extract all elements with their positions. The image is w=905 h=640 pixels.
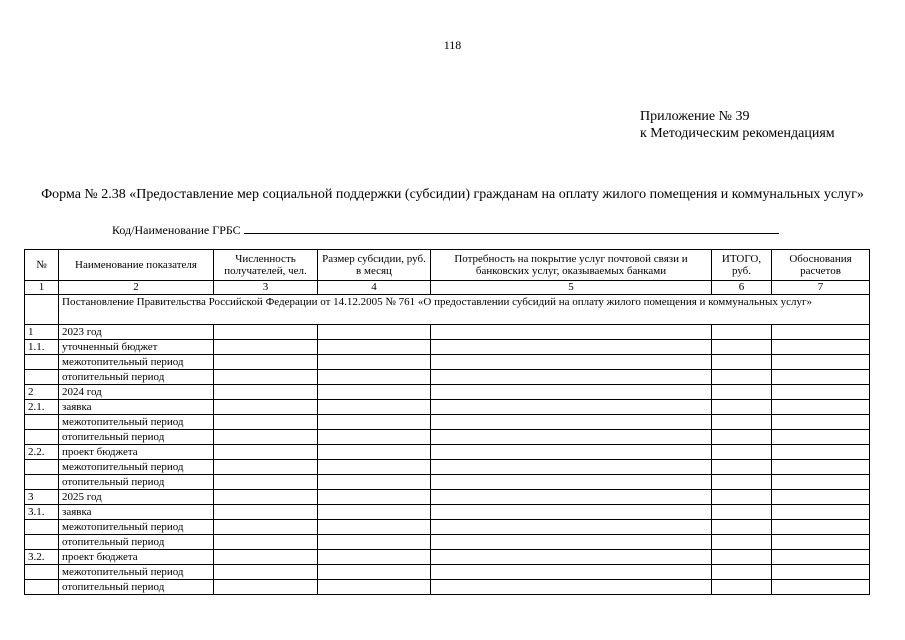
table-row [25, 325, 870, 340]
table-row [25, 475, 870, 490]
total-cell[interactable] [712, 565, 772, 580]
services-need-cell[interactable] [431, 535, 712, 550]
appendix-line-1: Приложение № 39 [640, 109, 750, 124]
column-number: 7 [772, 281, 870, 295]
recipients-cell[interactable] [214, 535, 318, 550]
total-cell[interactable] [712, 535, 772, 550]
subsidy-size-cell[interactable] [318, 445, 431, 460]
row-indicator: 2024 год [59, 385, 214, 400]
basis-cell[interactable] [772, 400, 870, 415]
subsidy-size-cell[interactable] [318, 355, 431, 370]
recipients-cell[interactable] [214, 550, 318, 565]
column-number: 3 [214, 281, 318, 295]
basis-cell[interactable] [772, 340, 870, 355]
recipients-cell[interactable] [214, 565, 318, 580]
total-cell[interactable] [712, 445, 772, 460]
grbs-blank-line[interactable] [244, 223, 779, 234]
header-indicator: Наименование показателя [59, 250, 214, 281]
basis-cell[interactable] [772, 490, 870, 505]
recipients-cell[interactable] [214, 415, 318, 430]
table-row [25, 580, 870, 595]
row-number [25, 565, 59, 580]
table-row [25, 355, 870, 370]
recipients-cell[interactable] [214, 385, 318, 400]
services-need-cell[interactable] [431, 430, 712, 445]
row-number [25, 415, 59, 430]
table-row [25, 340, 870, 355]
row-indicator: отопительный период [59, 430, 214, 445]
basis-cell[interactable] [772, 430, 870, 445]
row-indicator: отопительный период [59, 535, 214, 550]
row-number: 1.1. [25, 340, 59, 355]
total-cell[interactable] [712, 475, 772, 490]
table-row [25, 385, 870, 400]
total-cell[interactable] [712, 520, 772, 535]
row-indicator: межотопительный период [59, 460, 214, 475]
column-number: 5 [431, 281, 712, 295]
services-need-cell[interactable] [431, 490, 712, 505]
row-number [25, 370, 59, 385]
recipients-cell[interactable] [214, 580, 318, 595]
services-need-cell[interactable] [431, 370, 712, 385]
subsidy-size-cell[interactable] [318, 550, 431, 565]
total-cell[interactable] [712, 325, 772, 340]
total-cell[interactable] [712, 550, 772, 565]
subsidy-size-cell[interactable] [318, 400, 431, 415]
recipients-cell[interactable] [214, 460, 318, 475]
row-indicator: отопительный период [59, 475, 214, 490]
row-indicator: отопительный период [59, 370, 214, 385]
basis-cell[interactable] [772, 580, 870, 595]
basis-cell[interactable] [772, 445, 870, 460]
subsidy-size-cell[interactable] [318, 385, 431, 400]
basis-cell[interactable] [772, 505, 870, 520]
header-subsidy-size: Размер субсидии, руб. в месяц [318, 250, 431, 281]
table-row [25, 415, 870, 430]
row-indicator: 2025 год [59, 490, 214, 505]
row-number: 2 [25, 385, 59, 400]
basis-cell[interactable] [772, 370, 870, 385]
header-basis: Обоснования расчетов [772, 250, 870, 281]
services-need-cell[interactable] [431, 505, 712, 520]
services-need-cell[interactable] [431, 325, 712, 340]
row-number: 2.1. [25, 400, 59, 415]
total-cell[interactable] [712, 460, 772, 475]
table-row [25, 430, 870, 445]
basis-cell[interactable] [772, 460, 870, 475]
recipients-cell[interactable] [214, 325, 318, 340]
recipients-cell[interactable] [214, 505, 318, 520]
subsidy-size-cell[interactable] [318, 430, 431, 445]
total-cell[interactable] [712, 340, 772, 355]
column-number: 4 [318, 281, 431, 295]
total-cell[interactable] [712, 490, 772, 505]
recipients-cell[interactable] [214, 490, 318, 505]
row-indicator: межотопительный период [59, 565, 214, 580]
recipients-cell[interactable] [214, 445, 318, 460]
header-num: № [25, 250, 59, 281]
row-number [25, 355, 59, 370]
recipients-cell[interactable] [214, 370, 318, 385]
services-need-cell[interactable] [431, 400, 712, 415]
row-number [25, 535, 59, 550]
column-number-row [25, 281, 870, 295]
decree-row [25, 295, 870, 325]
basis-cell[interactable] [772, 475, 870, 490]
basis-cell[interactable] [772, 385, 870, 400]
appendix-line-2: к Методическим рекомендациям [640, 126, 835, 141]
services-need-cell[interactable] [431, 580, 712, 595]
row-number [25, 520, 59, 535]
row-indicator: межотопительный период [59, 355, 214, 370]
row-number [25, 460, 59, 475]
recipients-cell[interactable] [214, 355, 318, 370]
basis-cell[interactable] [772, 355, 870, 370]
column-number: 1 [25, 281, 59, 295]
total-cell[interactable] [712, 415, 772, 430]
basis-cell[interactable] [772, 325, 870, 340]
recipients-cell[interactable] [214, 400, 318, 415]
total-cell[interactable] [712, 505, 772, 520]
services-need-cell[interactable] [431, 475, 712, 490]
total-cell[interactable] [712, 430, 772, 445]
recipients-cell[interactable] [214, 520, 318, 535]
subsidy-size-cell[interactable] [318, 325, 431, 340]
services-need-cell[interactable] [431, 385, 712, 400]
row-indicator: проект бюджета [59, 550, 214, 565]
row-indicator: отопительный период [59, 580, 214, 595]
basis-cell[interactable] [772, 565, 870, 580]
subsidy-size-cell[interactable] [318, 370, 431, 385]
appendix-reference [640, 108, 835, 142]
row-number [25, 580, 59, 595]
table-row [25, 370, 870, 385]
basis-cell[interactable] [772, 520, 870, 535]
row-indicator: заявка [59, 400, 214, 415]
row-indicator: межотопительный период [59, 520, 214, 535]
subsidy-size-cell[interactable] [318, 340, 431, 355]
table-row [25, 445, 870, 460]
basis-cell[interactable] [772, 415, 870, 430]
recipients-cell[interactable] [214, 430, 318, 445]
basis-cell[interactable] [772, 550, 870, 565]
services-need-cell[interactable] [431, 520, 712, 535]
subsidy-size-cell[interactable] [318, 415, 431, 430]
form-table [24, 249, 870, 595]
row-number: 3 [25, 490, 59, 505]
services-need-cell[interactable] [431, 355, 712, 370]
services-need-cell[interactable] [431, 565, 712, 580]
table-row [25, 400, 870, 415]
row-indicator: межотопительный период [59, 415, 214, 430]
row-indicator: уточненный бюджет [59, 340, 214, 355]
total-cell[interactable] [712, 355, 772, 370]
table-row [25, 520, 870, 535]
decree-num-cell [25, 295, 59, 325]
decree-text: Постановление Правительства Российской Федерации от 14.12.2005 № 761 «О предоставлении субсидий на оплату жилого помещения и коммунальных услуг» [59, 295, 870, 325]
subsidy-size-cell[interactable] [318, 505, 431, 520]
column-number: 2 [59, 281, 214, 295]
total-cell[interactable] [712, 370, 772, 385]
subsidy-size-cell[interactable] [318, 520, 431, 535]
subsidy-size-cell[interactable] [318, 490, 431, 505]
basis-cell[interactable] [772, 535, 870, 550]
row-indicator: 2023 год [59, 325, 214, 340]
row-number [25, 430, 59, 445]
row-number [25, 475, 59, 490]
table-row [25, 460, 870, 475]
form-title: Форма № 2.38 «Предоставление мер социальной поддержки (субсидии) гражданам на оплату жилого помещения и коммунальных услуг» [41, 187, 864, 202]
total-cell[interactable] [712, 400, 772, 415]
recipients-cell[interactable] [214, 475, 318, 490]
page-number: 118 [443, 38, 462, 52]
subsidy-size-cell[interactable] [318, 565, 431, 580]
services-need-cell[interactable] [431, 340, 712, 355]
header-row [25, 250, 870, 281]
subsidy-size-cell[interactable] [318, 580, 431, 595]
row-indicator: проект бюджета [59, 445, 214, 460]
table-row [25, 505, 870, 520]
row-number: 3.1. [25, 505, 59, 520]
grbs-field [112, 223, 779, 237]
subsidy-size-cell[interactable] [318, 475, 431, 490]
table-row [25, 550, 870, 565]
subsidy-size-cell[interactable] [318, 460, 431, 475]
services-need-cell[interactable] [431, 550, 712, 565]
column-number: 6 [712, 281, 772, 295]
services-need-cell[interactable] [431, 445, 712, 460]
row-number: 1 [25, 325, 59, 340]
total-cell[interactable] [712, 385, 772, 400]
row-number: 2.2. [25, 445, 59, 460]
services-need-cell[interactable] [431, 460, 712, 475]
services-need-cell[interactable] [431, 415, 712, 430]
table-row [25, 490, 870, 505]
table-row [25, 565, 870, 580]
header-total: ИТОГО, руб. [712, 250, 772, 281]
header-recipients: Численность получателей, чел. [214, 250, 318, 281]
subsidy-size-cell[interactable] [318, 535, 431, 550]
header-services-need: Потребность на покрытие услуг почтовой связи и банковских услуг, оказываемых банками [431, 250, 712, 281]
grbs-label: Код/Наименование ГРБС [112, 223, 241, 237]
recipients-cell[interactable] [214, 340, 318, 355]
row-indicator: заявка [59, 505, 214, 520]
row-number: 3.2. [25, 550, 59, 565]
table-row [25, 535, 870, 550]
total-cell[interactable] [712, 580, 772, 595]
